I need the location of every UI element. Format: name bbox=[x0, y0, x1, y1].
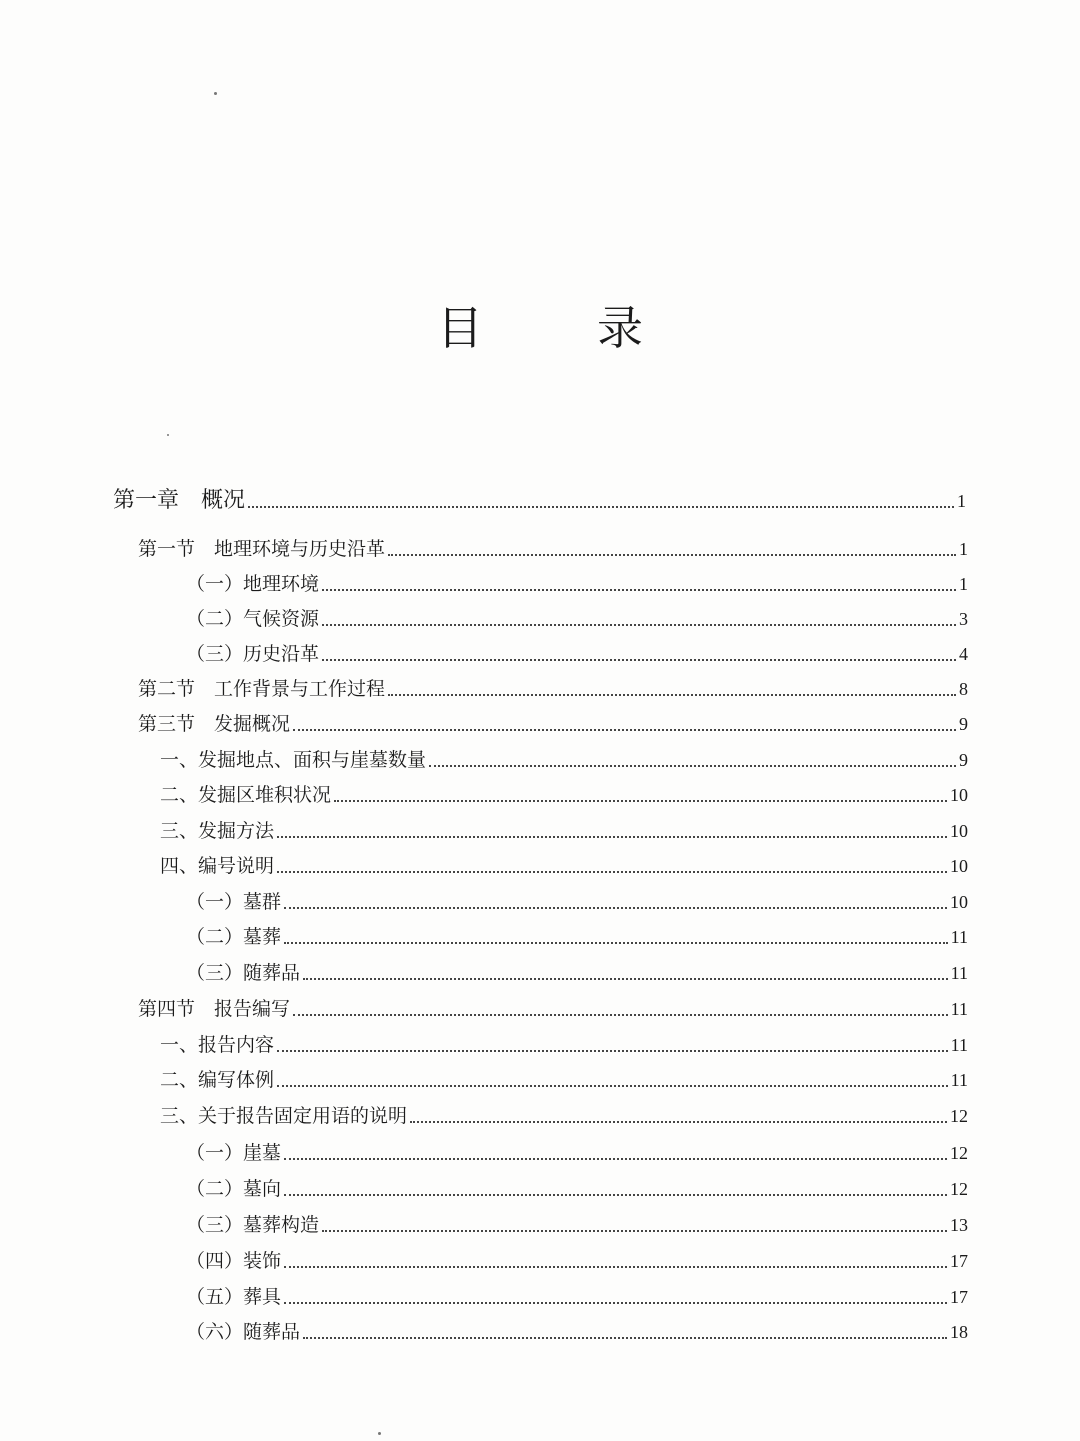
toc-page-number: 11 bbox=[950, 927, 968, 947]
toc-entry-label: （三）历史沿革 bbox=[186, 643, 320, 665]
dot-leader bbox=[429, 765, 956, 767]
toc-page-number: 10 bbox=[950, 856, 968, 876]
dot-leader bbox=[410, 1121, 947, 1123]
dot-leader bbox=[284, 907, 947, 909]
dot-leader bbox=[303, 1337, 947, 1339]
dot-leader bbox=[322, 624, 956, 626]
dot-leader bbox=[284, 942, 948, 944]
toc-page-number: 8 bbox=[959, 679, 968, 699]
toc-entry-item[interactable] bbox=[186, 956, 968, 986]
dot-leader bbox=[277, 1085, 948, 1087]
toc-entry-subsection[interactable] bbox=[160, 849, 968, 879]
toc-entry-label: 二、编写体例 bbox=[160, 1069, 275, 1091]
toc-page-number: 17 bbox=[950, 1287, 968, 1307]
toc-entry-label: （三）墓葬构造 bbox=[186, 1214, 320, 1236]
toc-page-number: 3 bbox=[959, 609, 968, 629]
toc-entry-subsection[interactable] bbox=[160, 1028, 968, 1058]
paper-speck bbox=[378, 1432, 381, 1435]
toc-entry-item[interactable] bbox=[186, 567, 968, 597]
toc-entry-label: （一）墓群 bbox=[186, 891, 282, 913]
toc-entry-item[interactable] bbox=[186, 1315, 968, 1345]
toc-entry-label: （一）崖墓 bbox=[186, 1142, 282, 1164]
dot-leader bbox=[388, 554, 956, 556]
toc-page-number: 1 bbox=[959, 539, 968, 559]
dot-leader bbox=[284, 1158, 947, 1160]
toc-entry-section[interactable] bbox=[138, 992, 968, 1022]
toc-entry-label: （六）随葬品 bbox=[186, 1321, 301, 1343]
toc-entry-label: （二）墓葬 bbox=[186, 926, 282, 948]
dot-leader bbox=[388, 694, 956, 696]
toc-entry-label: 四、编号说明 bbox=[160, 855, 275, 877]
toc-entry-label: 第三节 发掘概况 bbox=[138, 713, 291, 735]
toc-page-number: 17 bbox=[950, 1251, 968, 1271]
dot-leader bbox=[293, 1014, 948, 1016]
toc-entry-label: 第一章 概况 bbox=[113, 488, 246, 513]
toc-page-number: 12 bbox=[950, 1106, 968, 1126]
toc-page-number: 18 bbox=[950, 1322, 968, 1342]
toc-entry-subsection[interactable] bbox=[160, 778, 968, 808]
toc-entry-subsection[interactable] bbox=[160, 1099, 968, 1129]
toc-entry-label: 一、报告内容 bbox=[160, 1034, 275, 1056]
toc-entry-item[interactable] bbox=[186, 637, 968, 667]
toc-entry-label: （三）随葬品 bbox=[186, 962, 301, 984]
dot-leader bbox=[284, 1302, 947, 1304]
dot-leader bbox=[322, 589, 956, 591]
toc-entry-item[interactable] bbox=[186, 602, 968, 632]
toc-entry-label: 第一节 地理环境与历史沿革 bbox=[138, 538, 386, 560]
toc-page-number: 11 bbox=[950, 963, 968, 983]
toc-page-number: 10 bbox=[950, 892, 968, 912]
toc-entry-item[interactable] bbox=[186, 920, 968, 950]
toc-page-number: 9 bbox=[959, 750, 968, 770]
paper-speck bbox=[214, 92, 217, 95]
toc-entry-section[interactable] bbox=[138, 707, 968, 737]
toc-entry-label: 三、关于报告固定用语的说明 bbox=[160, 1105, 408, 1127]
toc-page-number: 12 bbox=[950, 1179, 968, 1199]
toc-page-number: 13 bbox=[950, 1215, 968, 1235]
toc-page-number: 11 bbox=[950, 1035, 968, 1055]
toc-entry-label: 二、发掘区堆积状况 bbox=[160, 784, 332, 806]
dot-leader bbox=[303, 978, 948, 980]
toc-entry-item[interactable] bbox=[186, 1172, 968, 1202]
toc-page-number: 11 bbox=[950, 1070, 968, 1090]
toc-entry-item[interactable] bbox=[186, 1136, 968, 1166]
toc-page-number: 11 bbox=[950, 999, 968, 1019]
toc-entry-subsection[interactable] bbox=[160, 743, 968, 773]
toc-page-number: 1 bbox=[957, 491, 966, 511]
dot-leader bbox=[334, 800, 947, 802]
dot-leader bbox=[277, 1050, 948, 1052]
toc-page-number: 4 bbox=[959, 644, 968, 664]
toc-page-number: 10 bbox=[950, 785, 968, 805]
toc-entry-label: （二）墓向 bbox=[186, 1178, 282, 1200]
toc-entry-chapter[interactable] bbox=[113, 484, 966, 514]
paper-speck bbox=[167, 434, 169, 436]
toc-page-number: 12 bbox=[950, 1143, 968, 1163]
page-title: 目 录 bbox=[437, 300, 677, 355]
toc-entry-item[interactable] bbox=[186, 1280, 968, 1310]
dot-leader bbox=[322, 659, 956, 661]
toc-entry-subsection[interactable] bbox=[160, 814, 968, 844]
toc-entry-label: 第四节 报告编写 bbox=[138, 998, 291, 1020]
toc-entry-label: （一）地理环境 bbox=[186, 573, 320, 595]
toc-entry-label: 第二节 工作背景与工作过程 bbox=[138, 678, 386, 700]
toc-page-number: 10 bbox=[950, 821, 968, 841]
toc-entry-item[interactable] bbox=[186, 1244, 968, 1274]
toc-page-number: 1 bbox=[959, 574, 968, 594]
dot-leader bbox=[248, 506, 954, 508]
dot-leader bbox=[277, 871, 947, 873]
toc-entry-subsection[interactable] bbox=[160, 1063, 968, 1093]
toc-entry-label: （四）装饰 bbox=[186, 1250, 282, 1272]
toc-entry-label: 一、发掘地点、面积与崖墓数量 bbox=[160, 749, 427, 771]
toc-entry-label: （五）葬具 bbox=[186, 1286, 282, 1308]
dot-leader bbox=[284, 1194, 947, 1196]
dot-leader bbox=[284, 1266, 947, 1268]
toc-entry-section[interactable] bbox=[138, 532, 968, 562]
toc-entry-label: （二）气候资源 bbox=[186, 608, 320, 630]
toc-entry-section[interactable] bbox=[138, 672, 968, 702]
dot-leader bbox=[277, 836, 947, 838]
toc-page-number: 9 bbox=[959, 714, 968, 734]
toc-entry-item[interactable] bbox=[186, 885, 968, 915]
toc-entry-label: 三、发掘方法 bbox=[160, 820, 275, 842]
toc-entry-item[interactable] bbox=[186, 1208, 968, 1238]
dot-leader bbox=[293, 729, 956, 731]
dot-leader bbox=[322, 1230, 947, 1232]
